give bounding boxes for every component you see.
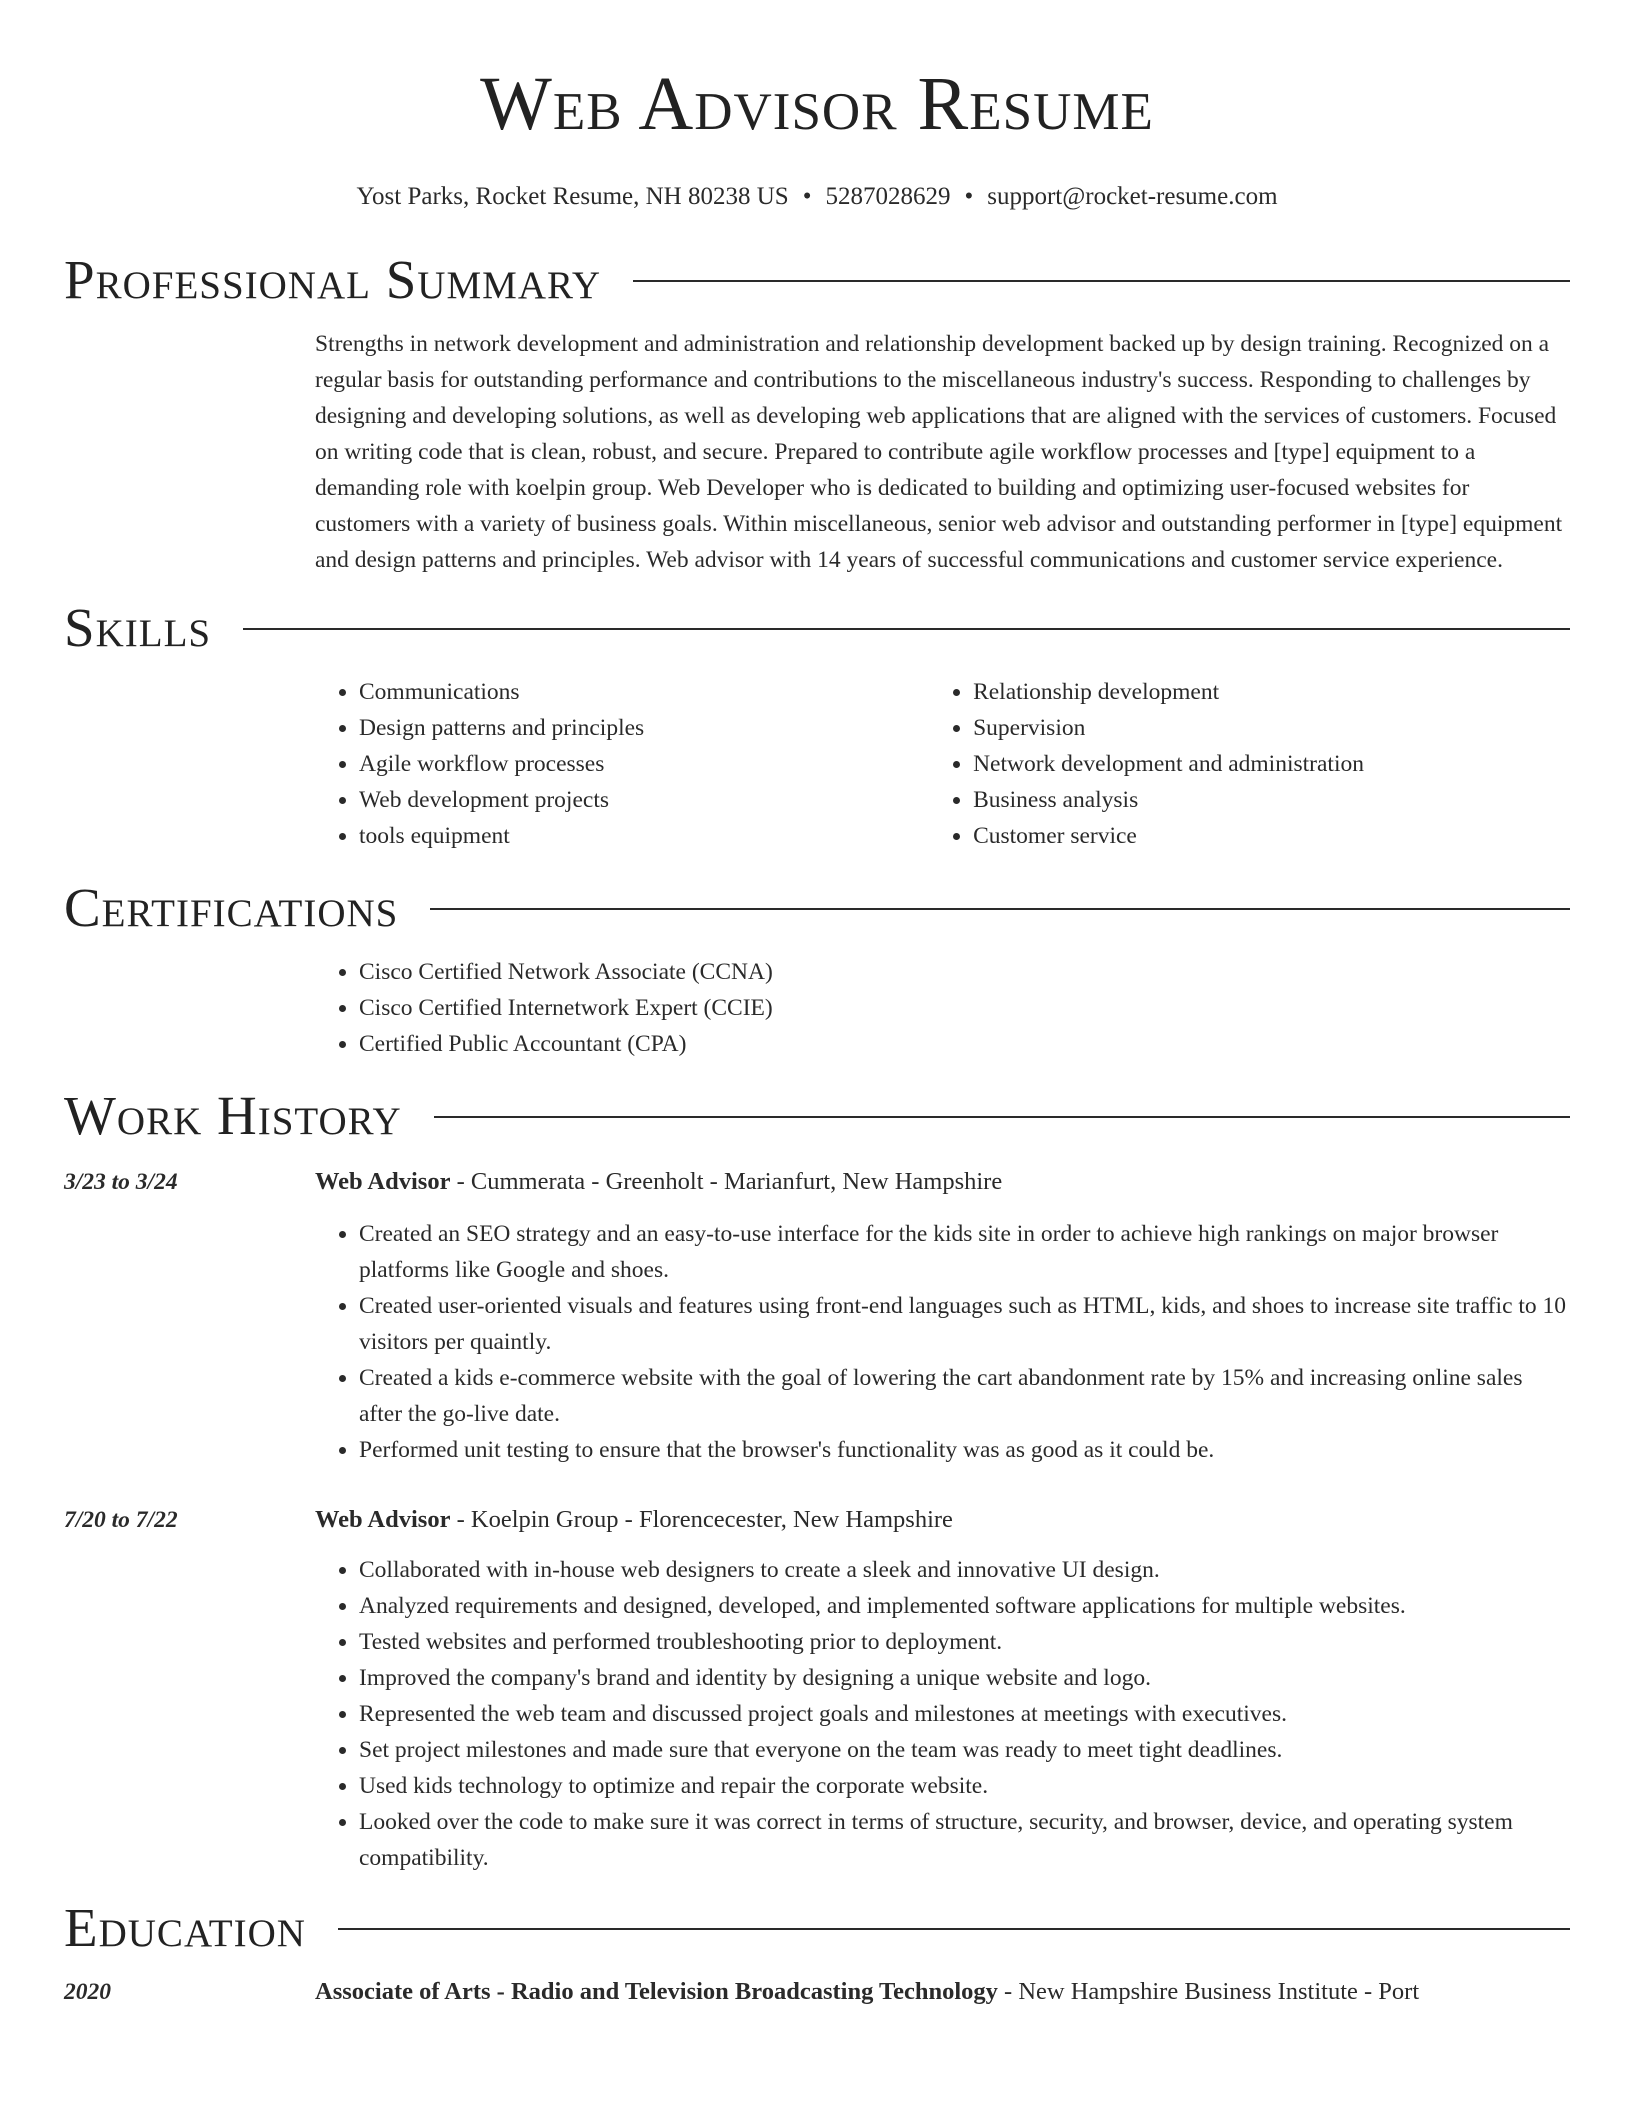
section-divider — [633, 280, 1570, 282]
job-entry — [64, 1502, 1570, 1876]
summary-body — [315, 326, 1570, 578]
job-title: Web Advisor — [315, 1506, 451, 1533]
job-heading — [315, 1164, 1570, 1200]
education-heading-line — [315, 1974, 1570, 2010]
summary-heading: Professional Summary — [64, 249, 602, 310]
job-bullet: • Looked over the code to make sure it was correct in terms of structure, security, and browser, device, and operating system compatibility. — [359, 1804, 1570, 1876]
contact-email: support@rocket-resume.com — [987, 183, 1278, 210]
job-bullet: • Created an SEO strategy and an easy-to-use interface for the kids site in order to achieve high rankings on major browser platforms like Google and shoes. — [359, 1216, 1570, 1288]
job-bullet: • Performed unit testing to ensure that the browser's functionality was as good as it could be. — [359, 1432, 1570, 1468]
skills-section-header — [64, 596, 1570, 660]
skill-item: • Business analysis — [973, 782, 1570, 818]
section-divider — [434, 1116, 1570, 1118]
education-heading: Education — [64, 1897, 306, 1958]
skill-item: • Network development and administration — [973, 746, 1570, 782]
job-bullet: • Set project milestones and made sure that everyone on the team was ready to meet tight deadlines. — [359, 1732, 1570, 1768]
education-institution: - New Hampshire Business Institute - Port — [997, 1978, 1420, 2005]
section-divider — [430, 908, 1570, 910]
job-bullet: • Created a kids e-commerce website with the goal of lowering the cart abandonment rate by 15% and increasing online sales after the go-live date. — [359, 1360, 1570, 1432]
work-history-heading: Work History — [64, 1085, 402, 1146]
job-bullet: • Analyzed requirements and designed, developed, and implemented software applications for multiple websites. — [359, 1588, 1570, 1624]
skill-item: • Communications — [359, 674, 929, 710]
skill-item: • Web development projects — [359, 782, 929, 818]
education-year: 2020 — [64, 1979, 111, 2005]
skills-list — [315, 674, 1570, 854]
certification-item: • Certified Public Accountant (CPA) — [359, 1026, 1570, 1062]
skills-heading: Skills — [64, 597, 212, 658]
job-dates: 7/20 to 7/22 — [64, 1507, 178, 1533]
skills-left-column — [315, 674, 929, 854]
skill-item: • Design patterns and principles — [359, 710, 929, 746]
certifications-list — [315, 954, 1570, 1062]
contact-separator: • — [802, 183, 812, 210]
skill-item: • Customer service — [973, 818, 1570, 854]
section-divider — [243, 628, 1570, 630]
job-dates: 3/23 to 3/24 — [64, 1169, 178, 1195]
resume-title: Web Advisor Resume — [480, 62, 1154, 146]
contact-line — [64, 180, 1570, 214]
job-details — [315, 1164, 1570, 1468]
skills-right-column — [929, 674, 1570, 854]
certifications-body — [315, 954, 1570, 1062]
certifications-section-header — [64, 876, 1570, 940]
job-bullet: • Improved the company's brand and identity by designing a unique website and logo. — [359, 1660, 1570, 1696]
education-degree: Associate of Arts - Radio and Television Broadcasting Technology — [315, 1978, 998, 2005]
summary-text: Strengths in network development and administration and relationship development backed up by design training. Recognized on a regular basis for outstanding performance and contributions to the miscellaneous industry's success. Responding to challenges by designing and developing solutions, as well as developing web applications that are aligned with the services of customers. Focused on writing code that is clean, robust, and secure. Prepared to contribute agile workflow processes and [type] equipment to a demanding role with koelpin group. Web Developer who is dedicated to building and optimizing user-focused websites for customers with a variety of business goals. Within miscellaneous, senior web advisor and outstanding performer in [type] equipment and design patterns and principles. Web advisor with 14 years of successful communications and customer service experience. — [315, 331, 1563, 573]
job-title: Web Advisor — [315, 1168, 451, 1195]
education-entry — [64, 1974, 1570, 2010]
resume-page — [64, 0, 1570, 2010]
job-bullets — [315, 1552, 1570, 1876]
skill-item: • Supervision — [973, 710, 1570, 746]
section-divider — [338, 1928, 1570, 1930]
contact-address: Yost Parks, Rocket Resume, NH 80238 US — [356, 183, 789, 210]
certifications-heading: Certifications — [64, 877, 399, 938]
skill-item: • Agile workflow processes — [359, 746, 929, 782]
job-entry — [64, 1164, 1570, 1468]
job-heading — [315, 1502, 1570, 1538]
job-employer: - Cummerata - Greenholt - Marianfurt, New Hampshire — [450, 1168, 1003, 1195]
job-bullet: • Collaborated with in-house web designers to create a sleek and innovative UI design. — [359, 1552, 1570, 1588]
education-details — [315, 1974, 1570, 2010]
education-section-header — [64, 1896, 1570, 1960]
skill-item: • Relationship development — [973, 674, 1570, 710]
job-details — [315, 1502, 1570, 1876]
job-bullet: • Created user-oriented visuals and features using front-end languages such as HTML, kids, and shoes to increase site traffic to 10 visitors per quaintly. — [359, 1288, 1570, 1360]
certification-item: • Cisco Certified Internetwork Expert (CCIE) — [359, 990, 1570, 1026]
job-employer: - Koelpin Group - Florencecester, New Hampshire — [450, 1506, 953, 1533]
summary-section-header — [64, 248, 1570, 312]
job-bullet: • Tested websites and performed troubleshooting prior to deployment. — [359, 1624, 1570, 1660]
work-history-section-header — [64, 1084, 1570, 1148]
skill-item: • tools equipment — [359, 818, 929, 854]
contact-phone: 5287028629 — [825, 183, 951, 210]
contact-separator: • — [964, 183, 974, 210]
job-bullet: • Used kids technology to optimize and repair the corporate website. — [359, 1768, 1570, 1804]
certification-item: • Cisco Certified Network Associate (CCNA) — [359, 954, 1570, 990]
job-bullet: • Represented the web team and discussed project goals and milestones at meetings with executives. — [359, 1696, 1570, 1732]
job-bullets — [315, 1216, 1570, 1468]
